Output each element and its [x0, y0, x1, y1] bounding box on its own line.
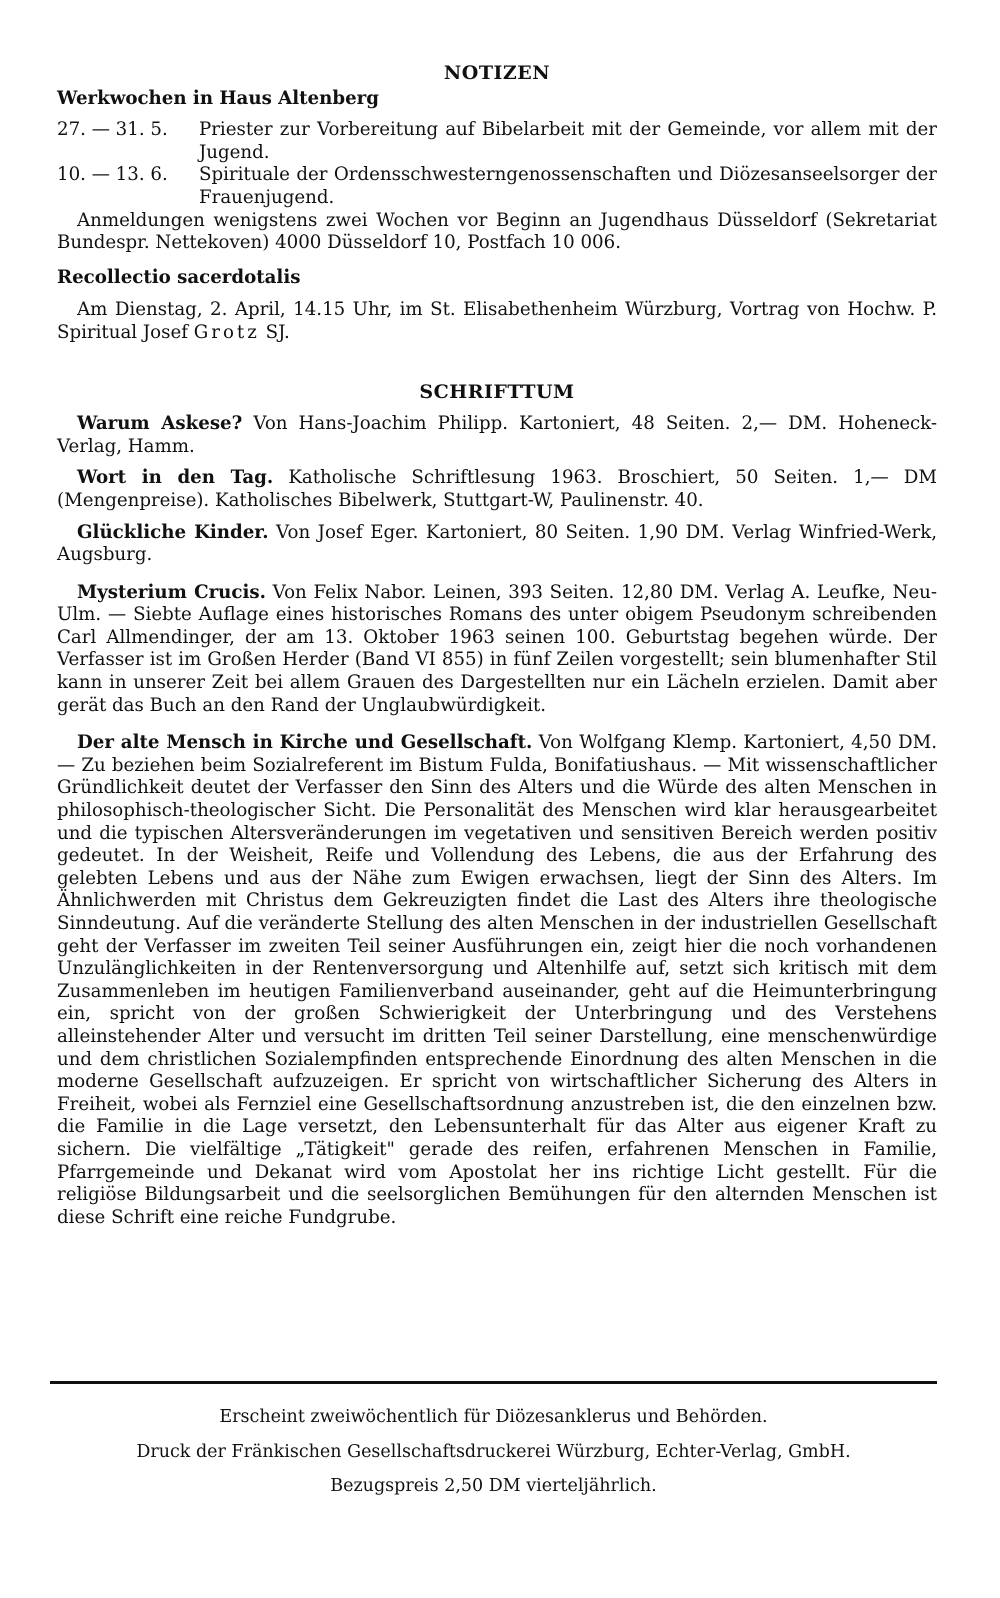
notizen-title: NOTIZEN: [443, 62, 551, 84]
footer-frequency: Erscheint zweiwöchentlich für Diözesanklerus und Behörden.: [219, 1407, 768, 1427]
werkwochen-heading: Werkwochen in Haus Altenberg: [57, 87, 379, 109]
review-text: Katholische Schriftlesung 1963. Broschiert, 50 Seiten. 1,— DM (Mengenpreise). Katholisches Bibelwerk, Stuttgart-W, Paulinenstr. 40.: [57, 467, 937, 511]
review-title: Glückliche Kinder.: [77, 521, 269, 543]
footer-price: Bezugspreis 2,50 DM vierteljährlich.: [330, 1476, 657, 1497]
schedule-row: [57, 119, 937, 164]
review-entry: [57, 467, 937, 512]
footer-rule: [50, 1381, 937, 1384]
schedule-text: Spirituale der Ordensschwesterngenossenschaften und Diözesanseelsorger der Frauenjugend.: [199, 164, 937, 208]
review-entry: [57, 582, 937, 718]
recollectio-text-start: Am Dienstag, 2. April, 14.15 Uhr, im St. Elisabethenheim Würzburg, Vortrag von Hochw. P. Spiritual Josef: [57, 299, 937, 343]
review-title: Warum Askese?: [77, 413, 243, 435]
schedule-date: 10. — 13. 6.: [57, 164, 168, 186]
review-text: Von Josef Eger. Kartoniert, 80 Seiten. 1,90 DM. Verlag Winfried-Werk, Augsburg.: [57, 521, 937, 566]
schedule-text: Priester zur Vorbereitung auf Bibelarbeit mit der Gemeinde, vor allem mit der Jugend.: [199, 119, 937, 163]
footer: [50, 1381, 937, 1498]
review-text: Von Felix Nabor. Leinen, 393 Seiten. 12,80 DM. Verlag A. Leufke, Neu-Ulm. — Siebte Auflage eines historisches Romans des unter obigem Pseudonym schreibenden Carl Allmendinger, der am 13. Oktober 1963 seinen 100. Geburtstag begehen würde. Der Verfasser ist im Großen Herder (Band VI 855) in fünf Zeilen vorgestellt; sein blumenhafter Stil kann in unserer Zeit bei allem Grauen des Dargestellten nur ein Lächeln erzielen. Damit aber gerät das Buch an den Rand der Unglaubwürdigkeit.: [57, 581, 937, 716]
schedule-date: 27. — 31. 5.: [57, 119, 168, 141]
review-entry: [57, 522, 937, 567]
schedule-row: [57, 164, 937, 209]
review-text: Von Hans-Joachim Philipp. Kartoniert, 48 Seiten. 2,— DM. Hoheneck-Verlag, Hamm.: [57, 413, 937, 457]
review-title: Der alte Mensch in Kirche und Gesellschaft.: [77, 732, 533, 754]
speaker-name: Grotz: [193, 321, 260, 343]
review-entry: [57, 732, 937, 1229]
recollectio-heading: Recollectio sacerdotalis: [57, 266, 301, 288]
footer-printer: Druck der Fränkischen Gesellschaftsdruckerei Würzburg, Echter-Verlag, GmbH.: [136, 1441, 851, 1462]
recollectio-text: [57, 299, 937, 344]
review-entry: [57, 413, 937, 458]
review-title: Mysterium Crucis.: [77, 581, 266, 603]
schrifttum-title: SCHRIFTTUM: [419, 380, 575, 403]
registration-note: Anmeldungen wenigstens zwei Wochen vor Beginn an Jugendhaus Düsseldorf (Sekretariat Bundespr. Nettekoven) 4000 Düsseldorf 10, Postfach 10 006.: [57, 209, 937, 254]
page: [57, 62, 937, 1229]
review-title: Wort in den Tag.: [77, 467, 274, 489]
recollectio-text-end: SJ.: [259, 321, 290, 343]
review-text: Von Wolfgang Klemp. Kartoniert, 4,50 DM. — Zu beziehen beim Sozialreferent im Bistum Fulda, Bonifatiushaus. — Mit wissenschaftlicher Gründlichkeit deutet der Verfasser den Sinn des Alters und die Würde des alten Menschen in philosophisch-theologischer Sicht. Die Personalität des Menschen wird klar herausgearbeitet und die typischen Altersveränderungen im vegetativen und sensitiven Bereich werden positiv gedeutet. In der Weisheit, Reife und Vollendung des Lebens, die aus der Erfahrung des gelebten Lebens und aus der Nähe zum Ewigen erwachsen, liegt der Sinn des Alters. Im Ähnlichwerden mit Christus dem Gekreuzigten findet die Last des Alters ihre theologische Sinndeutung. Auf die veränderte Stellung des alten Menschen in der industriellen Gesellschaft geht der Verfasser im zweiten Teil seiner Ausführungen ein, zeigt hier die noch vorhandenen Unzulänglichkeiten in der Rentenversorgung und Altenhilfe auf, setzt sich kritisch mit dem Zusammenleben im heutigen Familienverband auseinander, geht auf die Heimunterbringung ein, spricht von der großen Schwierigkeit der Unterbringung und des Verstehens alleinstehender Alter und versucht im dritten Teil seiner Darstellung, eine menschenwürdige und dem christlichen Sozialempfinden entsprechende Einordnung des alten Menschen in die moderne Gesellschaft aufzuzeigen. Er spricht von wirtschaftlicher Sicherung des Alters in Freiheit, wobei als Fernziel eine Gesellschaftsordnung anzustreben ist, die den einzelnen bzw. die Familie in die Lage versetzt, den Lebensunterhalt für das Alter aus eigener Kraft zu sichern. Die vielfältige „Tätigkeit" gerade des reifen, erfahrenen Menschen in Familie, Pfarrgemeinde und Dekanat wird vom Apostolat her ins richtige Licht gestellt. Für die religiöse Bildungsarbeit und die seelsorglichen Bemühungen für den alternden Menschen ist diese Schrift eine reiche Fundgrube.: [57, 732, 937, 1228]
